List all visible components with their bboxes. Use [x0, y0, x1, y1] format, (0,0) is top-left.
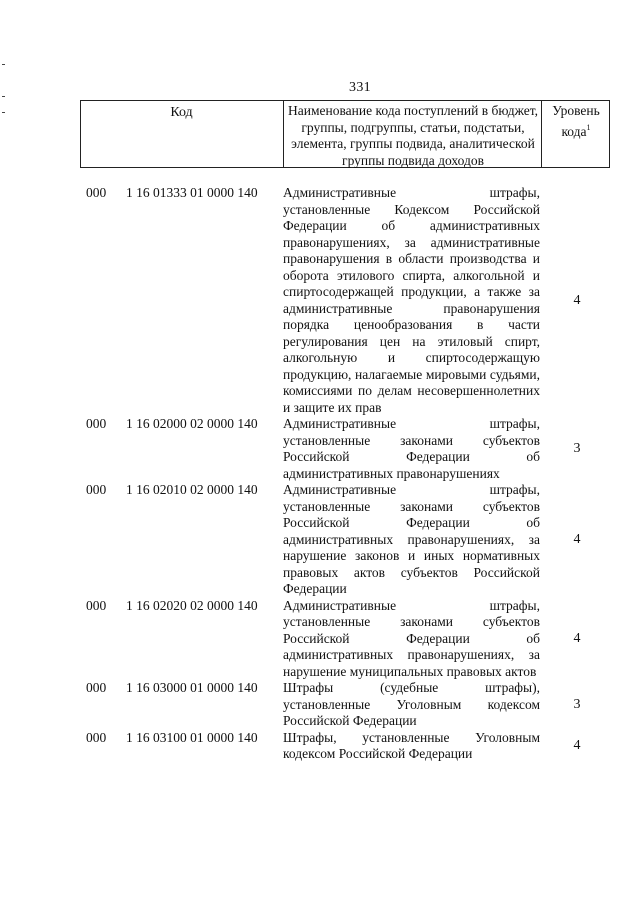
table-row	[0, 730, 640, 763]
page-number: 331	[349, 80, 371, 95]
code-level: 4	[573, 630, 581, 646]
header-name: Наименование кода поступлений в бюджет, группы, подгруппы, статьи, подстатьи, элемента, группы подвида, аналитической группы подвида доходов	[287, 103, 538, 168]
revenue-code: 1 16 03000 01 0000 140	[126, 680, 258, 695]
admin-code: 000	[86, 185, 107, 200]
header-level-label: Уровень кода	[552, 103, 600, 139]
table-row	[0, 416, 640, 482]
table-header	[80, 100, 610, 168]
table-row	[0, 185, 640, 416]
revenue-name: Штрафы, установленные Уголовным кодексом Российской Федерации	[283, 729, 540, 761]
code-level: 4	[573, 738, 581, 753]
revenue-code: 1 16 01333 01 0000 140	[126, 185, 258, 200]
revenue-code: 1 16 02020 02 0000 140	[126, 597, 258, 613]
revenue-name: Административные штрафы, установленные законами субъектов Российской Федерации об административных правонарушениях, за нарушение муниципальных правовых актов	[283, 597, 540, 679]
code-level: 4	[573, 292, 581, 308]
revenue-name: Административные штрафы, установленные законами субъектов Российской Федерации об административных правонарушениях, за нарушение законов и иных нормативных правовых актов субъектов Российской Федерации	[283, 482, 540, 596]
header-divider-code-name	[283, 101, 284, 167]
header-level	[542, 103, 610, 140]
header-level-footnote: 1	[586, 122, 591, 132]
code-level: 3	[573, 696, 581, 712]
admin-code: 000	[86, 416, 107, 431]
admin-code: 000	[86, 729, 107, 745]
admin-code: 000	[86, 597, 107, 613]
revenue-code: 1 16 03100 01 0000 140	[126, 729, 258, 745]
code-level: 4	[573, 531, 581, 547]
revenue-name: Штрафы (судебные штрафы), установленные Уголовным кодексом Российской Федерации	[283, 680, 540, 728]
admin-code: 000	[86, 680, 107, 695]
table-row	[0, 598, 640, 681]
revenue-code: 1 16 02010 02 0000 140	[126, 482, 258, 497]
code-level: 3	[573, 441, 581, 456]
admin-code: 000	[86, 482, 107, 497]
table-row	[0, 482, 640, 598]
table-body	[0, 185, 640, 763]
header-code: Код	[170, 105, 193, 120]
table-row	[0, 680, 640, 730]
revenue-name: Административные штрафы, установленные Кодексом Российской Федерации об административных правонарушениях, за административные правонарушения в области производства и оборота этилового спирта, алкогольной и спиртосодержащей продукции, а также за административные правонарушения порядка ценообразования в части регулирования цен на этиловый спирт, алкогольную и спиртосодержащую продукцию, налагаемые мировыми судьями, комиссиями по делам несовершеннолетних и защите их прав	[283, 185, 540, 415]
revenue-name: Административные штрафы, установленные законами субъектов Российской Федерации об административных правонарушениях	[283, 416, 540, 481]
revenue-code: 1 16 02000 02 0000 140	[126, 416, 258, 431]
